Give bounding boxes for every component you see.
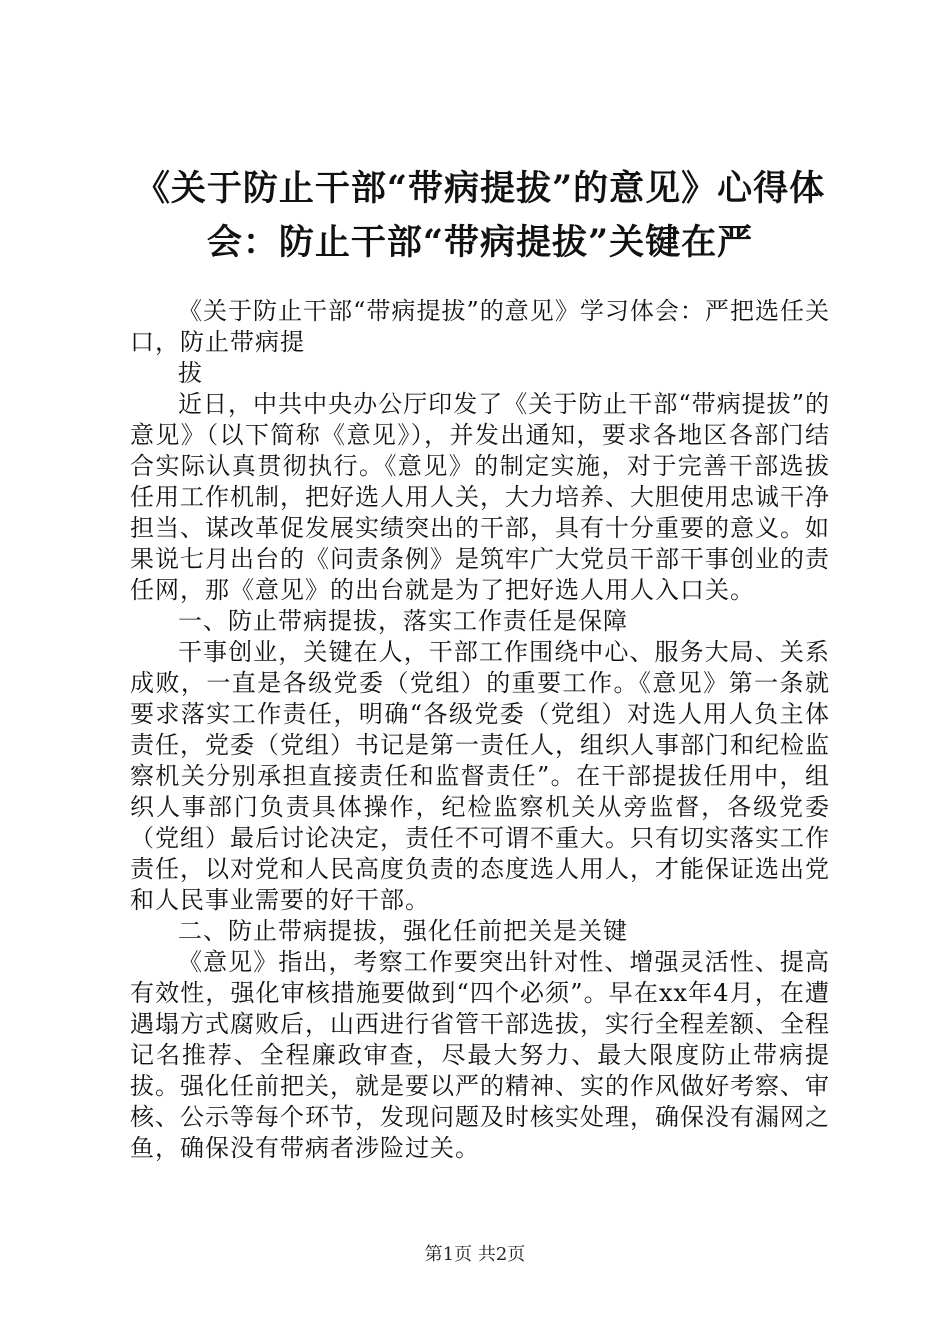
paragraph-subtitle-continuation: 拔 [178,359,203,387]
paragraph-intro: 近日，中共中央办公厅印发了《关于防止干部“带病提拔”的意见》（以下简称《意见》），并发出通知，要求各地区各部门结合实际认真贯彻执行。《意见》的制定实施，对于完善干部选拔任用工作机制，把好选人用人关，大力培养、大胆使用忠诚干净担当、谋改革促发展实绩突出的干部，具有十分重要的意义。如果说七月出台的《问责条例》是筑牢广大党员干部干事创业的责任网，那《意见》的出台就是为了把好选人用人入口关。 [130,390,830,604]
section-heading-2: 二、防止带病提拔，强化任前把关是关键 [178,917,628,945]
document-body [130,296,830,1164]
paragraph-section-1: 干事创业，关键在人，干部工作围绕中心、服务大局、关系成败，一直是各级党委（党组）的重要工作。《意见》第一条就要求落实工作责任，明确“各级党委（党组）对选人用人负主体责任，党委（党组）书记是第一责任人，组织人事部门和纪检监察机关分别承担直接责任和监督责任”。在干部提拔任用中，组织人事部门负责具体操作，纪检监察机关从旁监督，各级党委（党组）最后讨论决定，责任不可谓不重大。只有切实落实工作责任，以对党和人民高度负责的态度选人用人，才能保证选出党和人民事业需要的好干部。 [130,638,830,914]
paragraph-section-2: 《意见》指出，考察工作要突出针对性、增强灵活性、提高有效性，强化审核措施要做到“四个必须”。早在xx年4月，在遭遇塌方式腐败后，山西进行省管干部选拔，实行全程差额、全程记名推荐、全程廉政审查，尽最大努力、最大限度防止带病提拔。强化任前把关，就是要以严的精神、实的作风做好考察、审核、公示等每个环节，发现问题及时核实处理，确保没有漏网之鱼，确保没有带病者涉险过关。 [130,948,830,1162]
paragraph-subtitle: 《关于防止干部“带病提拔”的意见》学习体会：严把选任关口，防止带病提 [130,297,830,356]
section-heading-1: 一、防止带病提拔，落实工作责任是保障 [178,607,628,635]
page-number-footer: 第1页 共2页 [424,1244,526,1265]
document-title: 《关于防止干部“带病提拔”的意见》心得体会：防止干部“带病提拔”关键在严 [134,168,826,263]
